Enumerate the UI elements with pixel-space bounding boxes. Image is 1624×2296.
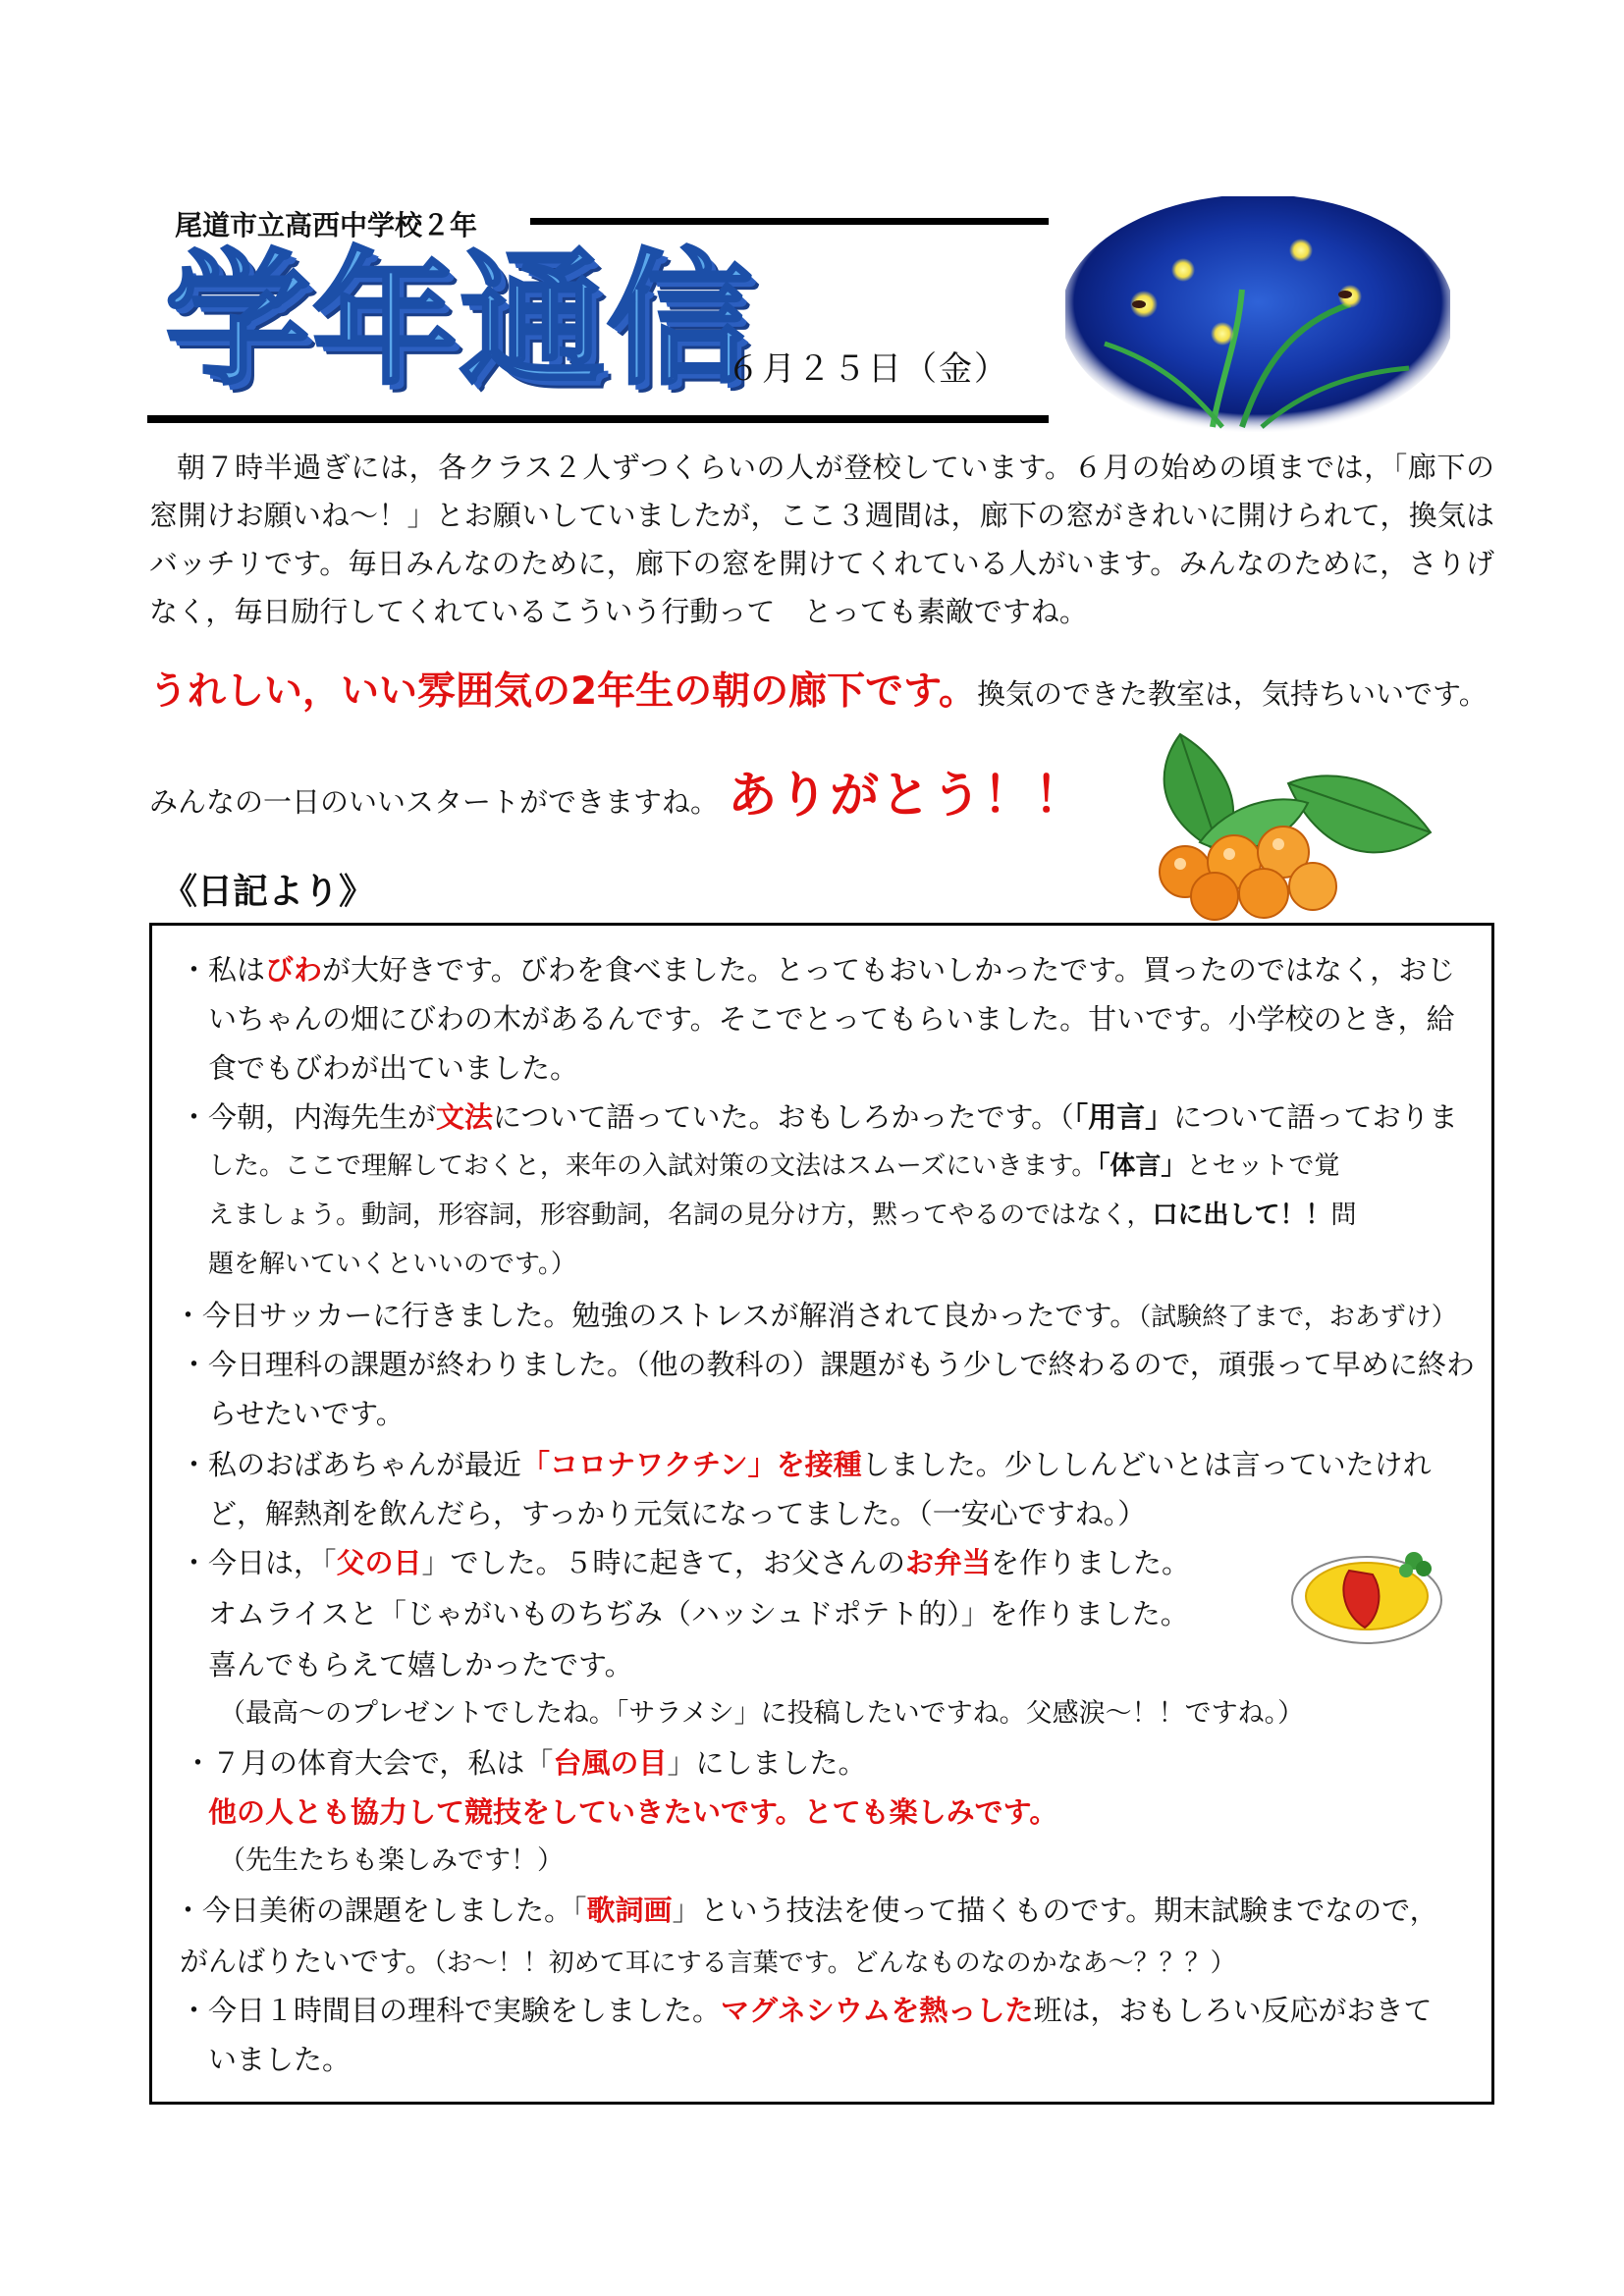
entry-highlight: 台風の目 bbox=[553, 1746, 668, 1780]
entry-text: えましょう。動詞，形容詞，形容動詞，名詞の見分け方，黙ってやるのではなく， bbox=[208, 1201, 1153, 1230]
highlight-red-text: うれしい，いい雰囲気の2年生の朝の廊下です。 bbox=[149, 669, 978, 714]
diary-entry-1 bbox=[180, 945, 1455, 994]
entry-note: （お～！！初めて耳にする言葉です。どんなものなのかなあ～？？？） bbox=[433, 1949, 1236, 1978]
highlight-rest-text: 換気のできた教室は，気持ちいいです。 bbox=[977, 677, 1488, 711]
entry-text: について語っていた。おもしろかったです。（ bbox=[493, 1100, 1074, 1134]
diary-entry-9-line2: いました。 bbox=[208, 2043, 352, 2076]
entry-highlight: 文法 bbox=[436, 1100, 494, 1134]
entry-bold: 「用言」 bbox=[1073, 1100, 1174, 1134]
entry-text: ・今日１時間目の理科で実験をしました。 bbox=[180, 1994, 722, 2027]
diary-entry-2-line4: 題を解いていくといいのです。） bbox=[208, 1250, 576, 1279]
diary-entry-4: ・今日理科の課題が終わりました。（他の教科の）課題がもう少しで終わるので，頑張って早めに終わ bbox=[180, 1348, 1475, 1381]
entry-text: を作りました。 bbox=[990, 1546, 1190, 1579]
entry-highlight: 「コロナワクチン」を接種 bbox=[521, 1448, 862, 1481]
header-rule-bottom bbox=[147, 415, 1049, 423]
entry-text: 班は，おもしろい反応がおきて bbox=[1033, 1994, 1433, 2027]
entry-text: した。ここで理解しておくと，来年の入試対策の文法はスムーズにいきます。 bbox=[208, 1151, 1098, 1181]
entry-text: ・今日サッカーに行きました。勉強のストレスが解消されて良かったです。 bbox=[174, 1299, 1139, 1332]
entry-text: とセットで覚 bbox=[1186, 1151, 1340, 1181]
diary-heading: 《日記より》 bbox=[162, 872, 375, 912]
entry-text: ・私は bbox=[180, 953, 266, 987]
diary-entry-2 bbox=[180, 1093, 1458, 1142]
loquat-illustration bbox=[1141, 724, 1435, 921]
issue-date: ６月２５日（金） bbox=[727, 349, 1009, 389]
omelet-rice-illustration bbox=[1288, 1539, 1445, 1647]
diary-entry-9 bbox=[180, 1986, 1432, 2035]
entry-note: （試験終了まで，おあずけ） bbox=[1138, 1303, 1457, 1332]
header-rule-top bbox=[530, 218, 1049, 225]
diary-entry-4-line2: らせたいです。 bbox=[208, 1397, 405, 1430]
entry-text: ・今朝，内海先生が bbox=[180, 1100, 437, 1134]
diary-box bbox=[149, 923, 1494, 2105]
diary-entry-7-red: 他の人とも協力して競技をしていきたいです。とても楽しみです。 bbox=[208, 1795, 1058, 1829]
firefly-illustration bbox=[1065, 196, 1450, 432]
closing-line bbox=[149, 766, 1085, 831]
entry-highlight: お弁当 bbox=[904, 1546, 991, 1579]
entry-text: 」という技法を使って描くものです。期末試験までなので， bbox=[672, 1894, 1438, 1927]
diary-entry-6-note: （最高～のプレゼントでしたね。「サラメシ」に投稿したいですね。父感涙～！！ですね。） bbox=[219, 1698, 1305, 1729]
highlight-line bbox=[149, 667, 1488, 719]
entry-text: ・７月の体育大会で，私は「 bbox=[184, 1746, 554, 1780]
entry-highlight: 歌詞画 bbox=[586, 1894, 673, 1927]
entry-text: 」にしました。 bbox=[667, 1746, 867, 1780]
entry-bold: 「体言」 bbox=[1097, 1151, 1187, 1181]
entry-text: ・私のおばあちゃんが最近 bbox=[180, 1448, 522, 1481]
thanks-text: ありがとう！！ bbox=[728, 767, 1086, 824]
diary-entry-7-note: （先生たちも楽しみです！） bbox=[219, 1845, 564, 1876]
diary-entry-2-line2 bbox=[208, 1142, 1339, 1191]
entry-text: が大好きです。びわを食べました。とってもおいしかったです。買ったのではなく，おじ bbox=[322, 953, 1456, 987]
diary-entry-3 bbox=[174, 1291, 1457, 1342]
school-name: 尾道市立高西中学校２年 bbox=[175, 209, 478, 241]
entry-text: 問 bbox=[1330, 1201, 1357, 1230]
diary-entry-7 bbox=[184, 1738, 866, 1788]
entry-highlight: マグネシウムを熱っした bbox=[721, 1994, 1034, 2027]
diary-entry-6-line3: 喜んでもらえて嬉しかったです。 bbox=[208, 1648, 633, 1682]
diary-entry-2-line3 bbox=[208, 1191, 1357, 1240]
entry-text: について語っておりま bbox=[1173, 1100, 1458, 1134]
diary-entry-8 bbox=[174, 1886, 1438, 1935]
entry-bold: 口に出して！！ bbox=[1152, 1201, 1331, 1230]
closing-text: みんなの一日のいいスタートができますね。 bbox=[149, 785, 720, 819]
entry-text: ・今日美術の課題をしました。「 bbox=[174, 1894, 587, 1927]
entry-highlight: 父の日 bbox=[336, 1546, 422, 1579]
diary-entry-8-line2 bbox=[180, 1937, 1236, 1988]
diary-entry-5-line2: ど，解熱剤を飲んだら，すっかり元気になってました。（一安心ですね。） bbox=[208, 1497, 1147, 1530]
diary-entry-6-line2: オムライスと「じゃがいものちぢみ（ハッシュドポテト的）」を作りました。 bbox=[208, 1597, 1189, 1630]
diary-entry-1-line3: 食でもびわが出ていました。 bbox=[208, 1051, 579, 1085]
entry-text: しました。少ししんどいとは言っていたけれ bbox=[861, 1448, 1432, 1481]
entry-highlight: びわ bbox=[265, 953, 323, 987]
entry-text: ・今日は，「 bbox=[180, 1546, 337, 1579]
entry-text: 」でした。５時に起きて，お父さんの bbox=[421, 1546, 905, 1579]
intro-paragraph: 朝７時半過ぎには，各クラス２人ずつくらいの人が登校しています。６月の始めの頃までは，「廊下の窓開けお願いね～！」とお願いしていましたが，ここ３週間は，廊下の窓がきれいに開けられて，換気はバッチリです。毎日みんなのために，廊下の窓を開けてくれている人がいます。みんなのために，さりげなく，毎日励行してくれているこういう行動って とっても素敵ですね。 bbox=[149, 451, 1494, 628]
newsletter-title: 学年通信 bbox=[165, 236, 754, 404]
entry-text: がんばりたいです。 bbox=[180, 1945, 434, 1978]
diary-entry-5 bbox=[180, 1440, 1432, 1489]
diary-entry-1-line2: いちゃんの畑にびわの木があるんです。そこでとってもらいました。甘いです。小学校のとき，給 bbox=[208, 1002, 1455, 1036]
diary-entry-6 bbox=[180, 1538, 1190, 1587]
